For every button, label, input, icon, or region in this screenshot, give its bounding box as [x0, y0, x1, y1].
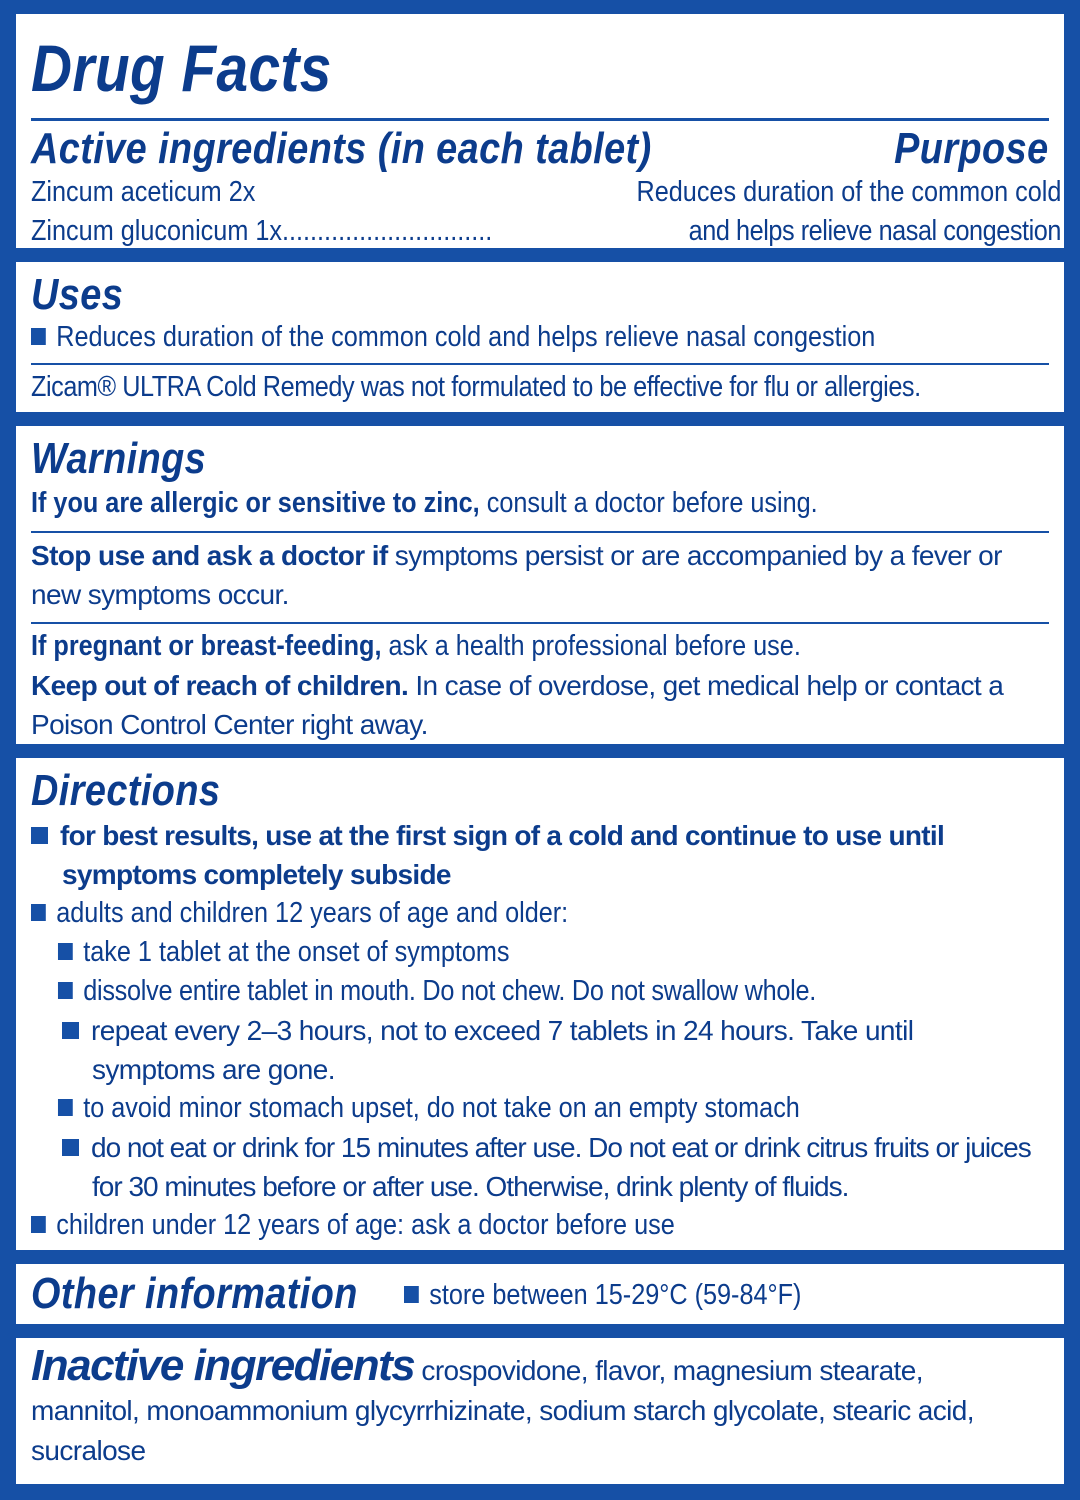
direction-children [31, 1206, 917, 1245]
uses-note: Zicam® ULTRA Cold Remedy was not formulated to be effective for flu or allergies. [31, 371, 921, 403]
warning-keep-out [31, 666, 1031, 744]
bullet-square-icon [31, 904, 46, 921]
panel-directions [16, 758, 1064, 1250]
direction-best-results [31, 816, 1052, 894]
other-information-heading: Other information [31, 1269, 358, 1318]
leader-dots: .............................. [281, 215, 493, 247]
page-title: Drug Facts [31, 31, 332, 105]
bullet-square-icon [58, 943, 73, 960]
panel-warnings [16, 426, 1064, 744]
ingredient-2: Zincum gluconicum 1x [31, 215, 282, 247]
bullet-square-icon [31, 328, 46, 345]
direction-sub-2-text: dissolve entire tablet in mouth. Do not chew. Do not swallow whole. [83, 975, 816, 1007]
warning-pregnant [31, 627, 917, 666]
warnings-rule-2 [31, 622, 1049, 624]
warnings-rule-1 [31, 531, 1049, 533]
direction-sub-3 [62, 1011, 1022, 1089]
direction-sub-1-text: take 1 tablet at the onset of symptoms [83, 936, 510, 968]
purpose-2: and helps relieve nasal congestion [688, 215, 1061, 247]
bullet-square-icon [404, 1286, 419, 1303]
direction-adults [31, 894, 917, 933]
other-information-item-text: store between 15-29°C (59-84°F) [429, 1279, 802, 1311]
bullet-square-icon [62, 1022, 79, 1039]
warning-allergy-text: consult a doctor before using. [479, 487, 818, 519]
bullet-square-icon [58, 1099, 73, 1116]
warning-stop-text: symptoms persist or are accompanied by a fever or new symptoms occur. [31, 540, 1002, 610]
bullet-square-icon [58, 982, 73, 999]
direction-children-text: children under 12 years of age: ask a doctor before use [56, 1209, 675, 1241]
active-ingredients-heading: Active ingredients (in each tablet) [31, 124, 652, 173]
warning-allergy [31, 484, 917, 523]
direction-sub-5 [62, 1128, 1052, 1206]
title-rule [31, 118, 1049, 121]
direction-sub-3-text: repeat every 2–3 hours, not to exceed 7 tablets in 24 hours. Take until symptoms are gone. [91, 1015, 914, 1085]
direction-sub-1 [31, 933, 917, 972]
directions-heading: Directions [31, 766, 221, 815]
bullet-square-icon [31, 827, 48, 844]
warning-keep-bold: Keep out of reach of children. [31, 670, 409, 701]
direction-best-results-text: for best results, use at the first sign of a cold and continue to use until symptoms completely subside [60, 820, 945, 890]
panel-uses [16, 262, 1064, 412]
warning-stop-bold: Stop use and ask a doctor if [31, 540, 388, 571]
inactive-ingredients-heading: Inactive ingredients [31, 1341, 415, 1390]
panel-active-ingredients [16, 14, 1064, 248]
purpose-heading: Purpose [894, 124, 1049, 173]
uses-item-1 [31, 318, 917, 357]
panel-inactive-ingredients [16, 1338, 1064, 1484]
other-information-item [404, 1276, 801, 1315]
direction-adults-text: adults and children 12 years of age and older: [56, 897, 569, 929]
bullet-square-icon [31, 1216, 46, 1233]
ingredient-1: Zincum aceticum 2x [31, 176, 256, 208]
warnings-heading: Warnings [31, 434, 207, 483]
warning-pregnant-bold: If pregnant or breast-feeding, [31, 630, 382, 662]
warning-pregnant-text: ask a health professional before use. [381, 630, 801, 662]
direction-sub-5-text: do not eat or drink for 15 minutes after use. Do not eat or drink citrus fruits or juices for 30 minutes before or after use. Otherwise, drink plenty of fluids. [91, 1132, 1031, 1202]
warning-keep-text: In case of overdose, get medical help or contact a Poison Control Center right away. [31, 670, 1004, 740]
uses-rule [31, 363, 1049, 365]
direction-sub-4 [31, 1089, 917, 1128]
purpose-1: Reduces duration of the common cold [636, 176, 1061, 208]
uses-item-1-text: Reduces duration of the common cold and helps relieve nasal congestion [56, 321, 876, 353]
inactive-ingredients-text: crospovidone, flavor, magnesium stearate, mannitol, monoammonium glycyrrhizinate, sodium starch glycolate, stearic acid, sucralose [31, 1355, 974, 1466]
uses-heading: Uses [31, 270, 124, 319]
ingredient-2-line [31, 212, 492, 251]
panel-other-information [16, 1264, 1064, 1324]
warning-stop-use [31, 536, 1031, 614]
warning-allergy-bold: If you are allergic or sensitive to zinc, [31, 487, 480, 519]
bullet-square-icon [62, 1139, 79, 1156]
direction-sub-2 [31, 972, 917, 1011]
inactive-ingredients [31, 1341, 1031, 1471]
direction-sub-4-text: to avoid minor stomach upset, do not take on an empty stomach [83, 1092, 800, 1124]
